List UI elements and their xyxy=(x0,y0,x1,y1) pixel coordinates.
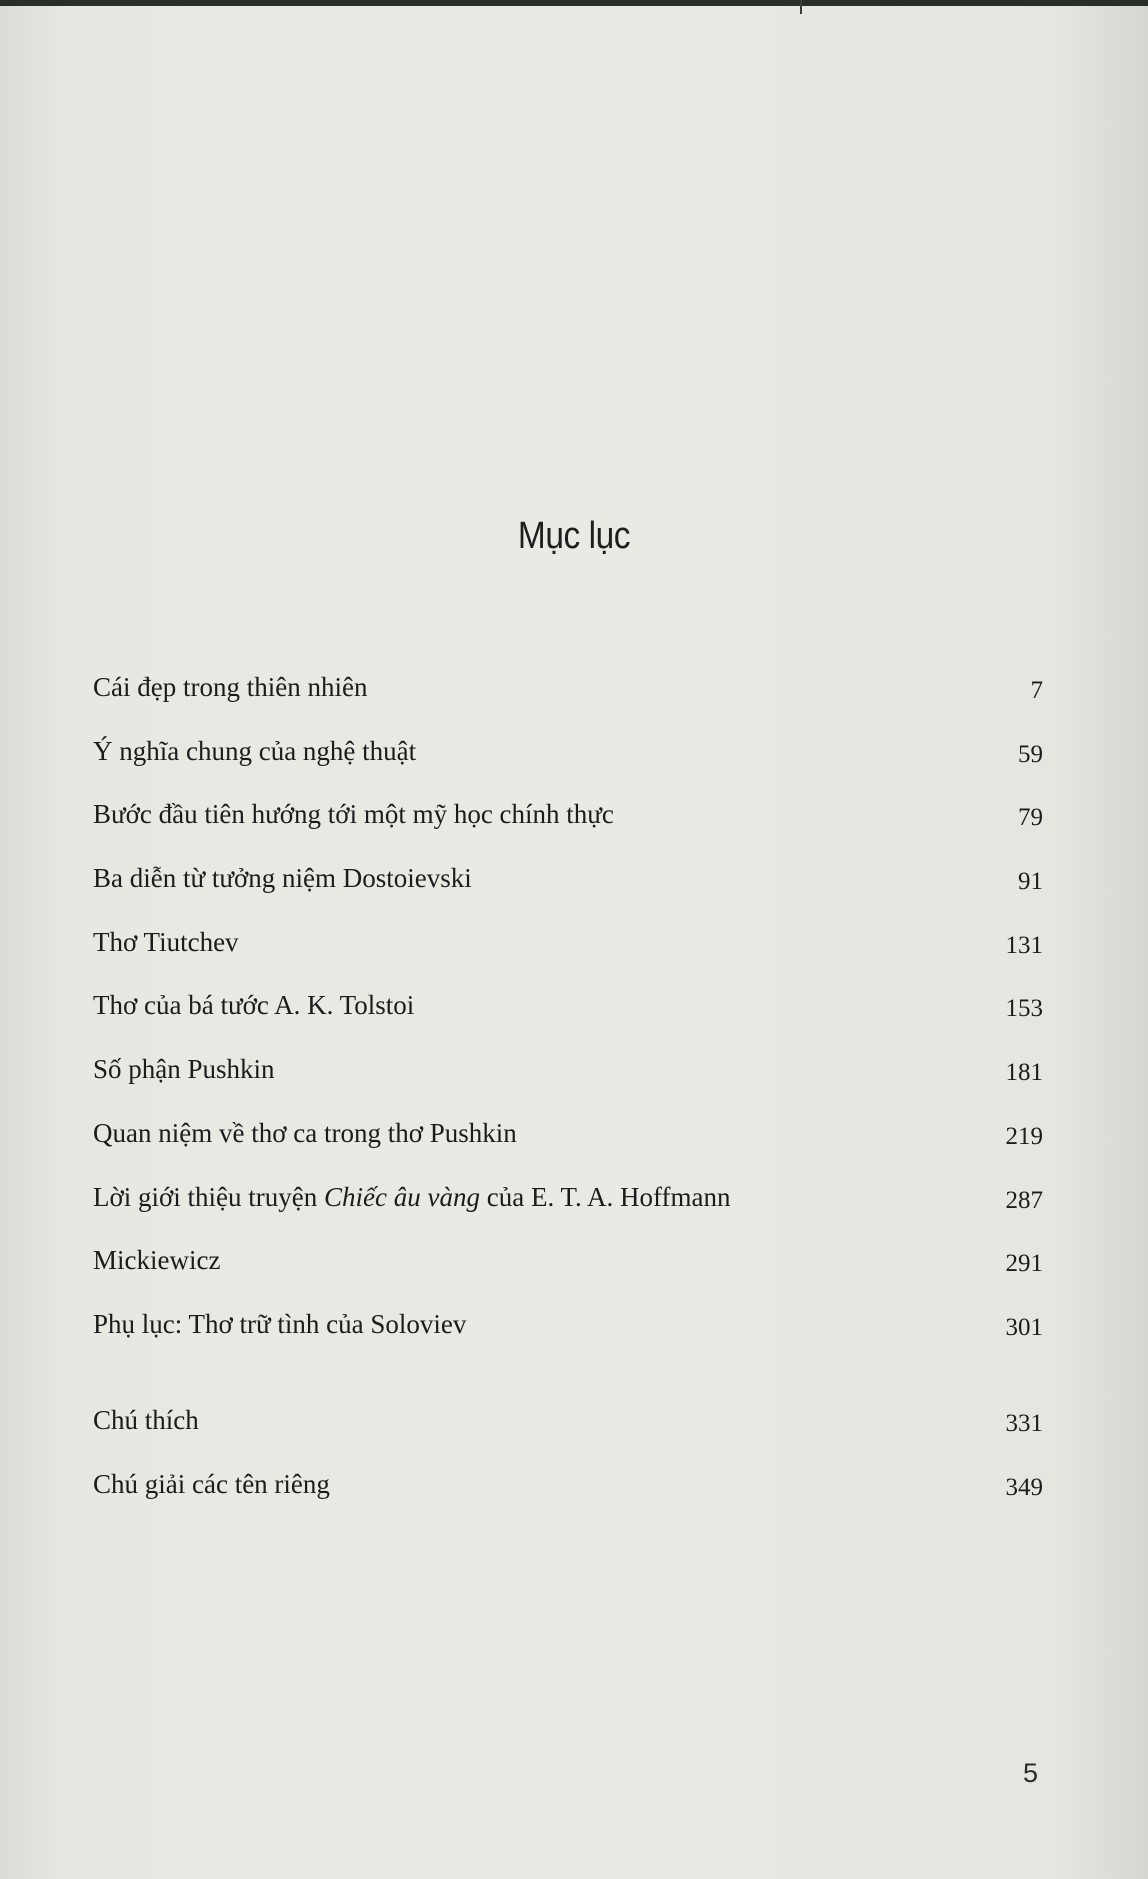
toc-entry-title: Bước đầu tiên hướng tới một mỹ học chính thực xyxy=(93,799,614,829)
page-title: Mục lục xyxy=(517,515,631,557)
toc-entry-title: Mickiewicz xyxy=(93,1245,221,1275)
toc-entry-page: 79 xyxy=(1018,804,1043,831)
toc-entry-title: Ý nghĩa chung của nghệ thuật xyxy=(93,736,417,766)
toc-entry-title: Phụ lục: Thơ trữ tình của Soloviev xyxy=(93,1309,467,1339)
toc-entry xyxy=(93,922,1043,962)
toc-entry xyxy=(93,858,1043,898)
toc-entry-title xyxy=(93,1177,730,1217)
toc-entry-title: Thơ Tiutchev xyxy=(93,927,239,957)
toc-entry xyxy=(93,794,1043,834)
toc-entry-page: 349 xyxy=(1005,1474,1043,1501)
toc-entry-title-italic: Chiếc âu vàng xyxy=(324,1182,480,1212)
toc-entry-title: Ba diễn từ tưởng niệm Dostoievski xyxy=(93,863,472,893)
toc-entry xyxy=(93,1464,1043,1504)
toc-entry xyxy=(93,1304,1043,1344)
toc-entry xyxy=(93,985,1043,1025)
toc-entry xyxy=(93,1177,1043,1217)
toc-entry-page: 331 xyxy=(1005,1410,1043,1437)
toc-entry xyxy=(93,1049,1043,1089)
toc-entry-title-part: Lời giới thiệu truyện xyxy=(93,1182,325,1212)
toc-entry-title: Chú thích xyxy=(93,1405,199,1435)
toc-entry xyxy=(93,731,1043,771)
toc-entry-page: 91 xyxy=(1018,868,1043,895)
toc-entry-title: Số phận Pushkin xyxy=(93,1054,275,1084)
toc-entry-page: 59 xyxy=(1018,741,1043,768)
toc-entry-title: Cái đẹp trong thiên nhiên xyxy=(93,672,368,702)
toc-entry-title-part: của E. T. A. Hoffmann xyxy=(480,1182,731,1212)
toc-entry xyxy=(93,1400,1043,1440)
toc-entry-page: 219 xyxy=(1005,1123,1043,1150)
toc-entry-title: Quan niệm về thơ ca trong thơ Pushkin xyxy=(93,1118,517,1148)
toc-entry-page: 181 xyxy=(1005,1059,1043,1086)
toc-entry xyxy=(93,667,1043,707)
page-number: 5 xyxy=(1022,1758,1038,1788)
toc-entry-page: 153 xyxy=(1005,995,1043,1022)
toc-entry-page: 7 xyxy=(1030,677,1043,704)
toc-entry xyxy=(93,1240,1043,1280)
toc-entry-page: 301 xyxy=(1005,1314,1043,1341)
toc-entry-title: Chú giải các tên riêng xyxy=(93,1469,330,1499)
toc-entry-title: Thơ của bá tước A. K. Tolstoi xyxy=(93,990,415,1020)
toc-entry-page: 291 xyxy=(1005,1250,1043,1277)
toc-entry-page: 287 xyxy=(1005,1187,1043,1214)
toc-entry-page: 131 xyxy=(1005,932,1043,959)
toc-entry xyxy=(93,1113,1043,1153)
